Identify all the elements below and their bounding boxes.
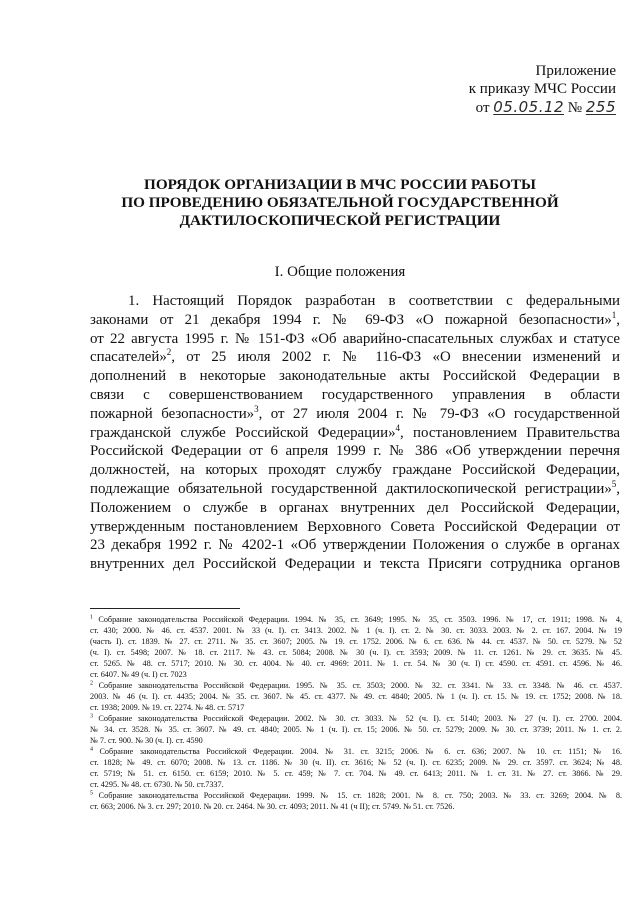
- footnote-line: [90, 746, 622, 757]
- footnote-line: [90, 658, 622, 669]
- body-line-text: 1. Настоящий Порядок разработан в соответствии с федеральными: [128, 293, 620, 309]
- body-line-tail: , постановлением Правительства: [400, 424, 621, 441]
- footnote-text: ст. 5265. № 48. ст. 5717; 2010. № 30. ст. 4004. № 40. ст. 4969: 2011. № 1. ст. 54. № 30 (ч. I) ст. 4590. ст. 4591. ст. 4596. № 46.: [90, 659, 622, 668]
- appendix-order-reference: к приказу МЧС России: [468, 81, 616, 97]
- footnote: [90, 746, 622, 790]
- footnotes-block: [90, 614, 622, 812]
- body-line-text: Российской Федерации от 6 апреля 1999 г. № 386 «Об утверждении перечня: [90, 443, 620, 460]
- footnote-text: Собрание законодательства Российской Федерации. 1999. № 15. ст. 1828; 2001. № 8. ст. 750; 2003. № 33. ст. 3269; 2004. № 8.: [98, 791, 622, 800]
- footnote: [90, 680, 622, 713]
- body-line: [90, 555, 620, 574]
- footnote-text: ст. 663; 2006. № 3. ст. 297; 2010. № 20. ст. 2464. № 30. ст. 4093; 2011. № 41 (ч II); ст. 5749. № 51. ст. 7526.: [90, 802, 455, 811]
- footnote-text: (часть I). ст. 1839. № 27. ст. 2711. № 35. ст. 3607; 2005. № 19. ст. 1752. 2006. № 6. ст. 636. № 44. ст. 4537. № 50. ст. 5279. № 52: [90, 637, 622, 646]
- footnote-number: 3: [90, 713, 93, 720]
- body-line: [90, 311, 620, 330]
- footnote-line: [90, 801, 622, 812]
- body-line-text: 23 декабря 1992 г. № 4202-1 «Об утверждении Положения о службе в органах: [90, 537, 620, 554]
- footnote-text: Собрание законодательства Российской Федерации. 2002. № 30. ст. 3033. № 52 (ч. I). ст. 5140; 2003. № 27 (ч. I). ст. 2700. 2004.: [98, 714, 622, 723]
- body-line: [90, 348, 620, 367]
- body-line: [90, 330, 620, 349]
- body-line: [90, 480, 620, 499]
- footnote: [90, 713, 622, 746]
- body-line: [90, 367, 620, 386]
- body-line: [90, 386, 620, 405]
- body-line-text: подлежащие обязательной государственной дактилоскопической регистрации»: [90, 480, 612, 497]
- footnote-line: [90, 790, 622, 801]
- body-line-text: дополнений в некоторые законодательные акты Российской Федерации в: [90, 368, 620, 385]
- body-line-text: законами от 21 декабря 1994 г. № 69-ФЗ «О пожарной безопасности»: [90, 311, 612, 328]
- body-line-text: спасателей»: [90, 349, 167, 366]
- body-line: [90, 499, 620, 518]
- footnote-line: [90, 625, 622, 636]
- footnote-text: Собрание законодательства Российской Федерации. 1994. № 35, ст. 3649; 1995. № 35, ст. 3503. 1996. № 17, ст. 1911; 1998. № 4,: [98, 615, 622, 624]
- body-line-text: утвержденным постановлением Верховного Совета Российской Федерации от: [90, 518, 620, 535]
- footnote: [90, 614, 622, 680]
- appendix-number: 255: [585, 98, 616, 116]
- body-line: [90, 518, 620, 537]
- body-line: [90, 461, 620, 480]
- title-line-1: ПОРЯДОК ОРГАНИЗАЦИИ В МЧС РОССИИ РАБОТЫ: [144, 176, 536, 193]
- footnote-line: [90, 757, 622, 768]
- footnote-ref[interactable]: 1: [611, 309, 617, 320]
- body-line-tail: , от 27 июля 2004 г. № 79-ФЗ «О государственной: [258, 405, 620, 422]
- footnote-text: № 7. ст. 900. № 30 (ч. I). ст. 4590: [90, 736, 203, 745]
- footnote-line: [90, 713, 622, 724]
- footnote-line: [90, 735, 622, 746]
- body-line-tail: , от 25 июля 2002 г. № 116-ФЗ «О внесении изменений и: [171, 349, 620, 366]
- body-line: [90, 292, 620, 311]
- body-line-text: Положением о службе в органах внутренних дел Российской Федерации,: [90, 499, 620, 516]
- footnote-line: [90, 702, 622, 713]
- footnote-line: [90, 779, 622, 790]
- footnote-ref[interactable]: 2: [166, 347, 172, 358]
- footnote-line: [90, 636, 622, 647]
- footnote-line: [90, 768, 622, 779]
- footnote-ref[interactable]: 3: [254, 403, 259, 414]
- appendix-date-prefix: от: [475, 100, 490, 116]
- body-line-tail: ,: [616, 311, 620, 328]
- body-line-text: должностей, на которых проходят службу граждане Российской Федерации,: [90, 462, 620, 479]
- footnote-number: 1: [90, 614, 93, 621]
- footnote-text: Собрание законодательства Российской Федерации. 2004. № 31. ст. 3215; 2006. № 6. ст. 636; 2007. № 10. ст. 1151; № 16.: [99, 747, 622, 756]
- footnote-text: № 34. ст. 3528. № 35. ст. 3607. № 49. ст. 4840; 2005. № 1 (ч. I). ст. 15; 2006. № 50. ст. 5279; 2009. № 30. ст. 3739; 2011. № 1. ст. 2.: [90, 725, 622, 734]
- body-line-tail: ,: [616, 480, 620, 497]
- footnote-ref[interactable]: 4: [395, 422, 401, 433]
- footnote-line: [90, 724, 622, 735]
- footnote-text: ст. 4295. № 48. ст. 6730. № 50. ст.7337.: [90, 780, 224, 789]
- appendix-label: Приложение: [535, 63, 616, 79]
- title-line-2: ПО ПРОВЕДЕНИЮ ОБЯЗАТЕЛЬНОЙ ГОСУДАРСТВЕННОЙ: [121, 194, 559, 211]
- title-line-3: ДАКТИЛОСКОПИЧЕСКОЙ РЕГИСТРАЦИИ: [179, 212, 501, 229]
- body-line: [90, 536, 620, 555]
- footnote-text: 2003. № 46 (ч. I). ст. 4435; 2004. № 35. ст. 3607. № 45. ст. 4377. № 49. ст. 4840; 2005. № 1 (ч. I). ст. 15. № 19. ст. 1752; 2008. № 18.: [90, 692, 622, 701]
- document-title: [60, 176, 620, 230]
- appendix-number-sign: №: [567, 100, 583, 116]
- appendix-date: 05.05.12: [493, 98, 565, 116]
- footnote-line: [90, 691, 622, 702]
- body-line: [90, 405, 620, 424]
- body-line-text: гражданской службе Российской Федерации»: [90, 424, 396, 441]
- footnote-number: 4: [90, 746, 93, 753]
- footnote-line: [90, 647, 622, 658]
- footnote-text: ст. 6407. № 49 (ч. I) ст. 7023: [90, 670, 187, 679]
- footnote-line: [90, 669, 622, 680]
- footnote-number: 5: [90, 790, 93, 797]
- footnote-text: (ч. I). ст. 5498; 2007. № 18. ст. 2117. № 43. ст. 5084; 2008. № 30 (ч. I). ст. 3593; 2009. № 11. ст. 1261. № 29. ст. 3635. № 45.: [90, 648, 622, 657]
- body-line-text: пожарной безопасности»: [90, 405, 255, 422]
- footnote-text: ст. 430; 2000. № 46. ст. 4537. 2001. № 33 (ч. I). ст. 3413. 2002. № 1 (ч. I). ст. 2. № 30. ст. 3033. 2003. № 2. ст. 167. 2004. № 19: [90, 626, 622, 635]
- footnote-ref[interactable]: 5: [611, 479, 617, 489]
- body-paragraph: [90, 292, 620, 574]
- footnote-line: [90, 614, 622, 625]
- appendix-block: [396, 62, 616, 117]
- body-line: [90, 442, 620, 461]
- footnote-number: 2: [90, 680, 93, 687]
- footnote-text: Собрание законодательства Российской Федерации. 1995. № 35. ст. 3503; 2000. № 32. ст. 3341. № 33. ст. 3348. № 46. ст. 4537.: [98, 681, 622, 690]
- appendix-date-line: [396, 98, 616, 117]
- footnote-line: [90, 680, 622, 691]
- body-line-text: связи с совершенствованием государственного управления в области: [90, 386, 620, 403]
- body-line-text: от 22 августа 1995 г. № 151-ФЗ «Об аварийно-спасательных службах и статусе: [90, 330, 620, 347]
- footnote-separator: [90, 608, 240, 609]
- body-line: [90, 424, 620, 443]
- footnote-text: ст. 5719; № 51. ст. 6150. ст. 6159; 2010. № 5. ст. 459; № 7. ст. 704. № 49. ст. 6413; 2011. № 1. ст. 31. № 27. ст. 3866. № 29.: [90, 769, 622, 778]
- body-line-text: внутренних дел Российской Федерации и текста Присяги сотрудника органов: [90, 556, 620, 573]
- section-heading: I. Общие положения: [274, 264, 406, 280]
- footnote: [90, 790, 622, 812]
- footnote-text: ст. 1828; № 49. ст. 6070; 2008. № 13. ст. 1186. № 30 (ч. II). ст. 3616; № 52 (ч. I). ст. 6235; 2009. № 29. ст. 3597. ст. 3624; № 48.: [90, 758, 622, 767]
- footnote-text: ст. 1938; 2009. № 19. ст. 2274. № 48. ст. 5717: [90, 703, 245, 712]
